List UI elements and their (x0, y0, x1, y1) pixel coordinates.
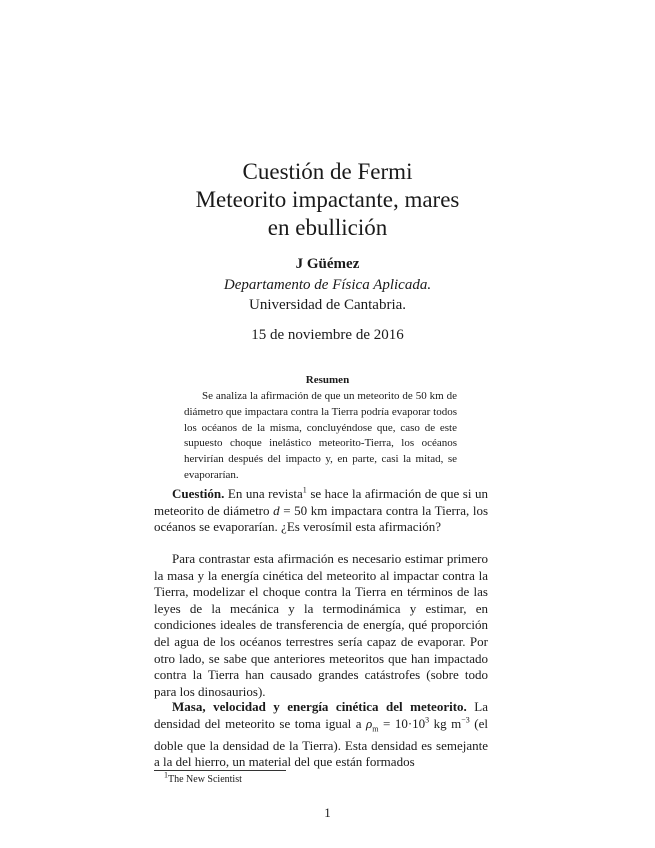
rho-subscript: m (372, 724, 379, 734)
date: 15 de noviembre de 2016 (251, 327, 404, 343)
title-line-2: Meteorito impactante, mares (195, 187, 460, 212)
abstract-body: Se analiza la afirmación de que un meteorito de 50 km de diámetro que impactara contra la Tierra podría evaporar todos los océanos de la misma, concluyéndose que, caso de este supuesto choque inelástico meteorito-Tierra, los océanos hervirían después del impacto y, en parte, casi la mitad, se evaporarían. (184, 390, 457, 481)
question-text-a: En una revista (224, 486, 303, 501)
section-text-d: (el doble que la densidad de la Tierra). Esta densidad es semejante a la del hierro, un material del que están formados (154, 715, 488, 770)
rho-symbol: ρ (366, 715, 373, 731)
page-number: 1 (324, 805, 331, 820)
section-text-c: kg m (429, 715, 462, 731)
footnote-rule (154, 770, 286, 771)
abstract-heading: Resumen (305, 374, 350, 386)
question-text-c: = 50 km impactara contra la Tierra, los océanos se evaporarían. ¿Es verosímil esta afirmación? (154, 502, 489, 535)
question-text-b: se hace la afirmación de que si un meteorito de diámetro (154, 486, 488, 518)
section-text-a: La densidad del meteorito se toma igual a (154, 699, 488, 731)
abstract-text (184, 389, 457, 484)
question-label: Cuestión. (172, 486, 225, 501)
section-paragraph (154, 699, 488, 771)
exp-minus-3: −3 (461, 715, 470, 725)
exp-3: 3 (425, 715, 430, 725)
body-paragraph-2: Para contrastar esta afirmación es necesario estimar primero la masa y la energía cinética del meteorito al impactar contra la Tierra, modelizar el choque contra la Tierra en términos de las leyes de la mecánica y la termodinámica y estimar, en condiciones ideales de transferencia de energía, qué proporción del agua de los océanos terrestres sería capaz de evaporar. Por otro lado, se sabe que anteriores meteoritos que han impactado contra la Tierra han causado grandes catástrofes (sobre todo para los dinosaurios). (154, 551, 488, 699)
var-d: d (273, 502, 280, 518)
title-line-3: en ebullición (267, 215, 388, 240)
author: J Güémez (295, 256, 360, 272)
question-paragraph (154, 486, 488, 536)
footnote (164, 770, 242, 785)
section-heading: Masa, velocidad y energía cinética del meteorito. (172, 699, 467, 714)
footnote-ref: 1 (302, 485, 307, 495)
footnote-mark: 1 (164, 770, 168, 780)
footnote-text: The New Scientist (168, 774, 242, 785)
section-text-b: = 10·10 (378, 715, 426, 731)
title-line-1: Cuestión de Fermi (242, 159, 413, 184)
university: Universidad de Cantabria. (248, 297, 407, 313)
department: Departamento de Física Aplicada. (223, 277, 432, 293)
